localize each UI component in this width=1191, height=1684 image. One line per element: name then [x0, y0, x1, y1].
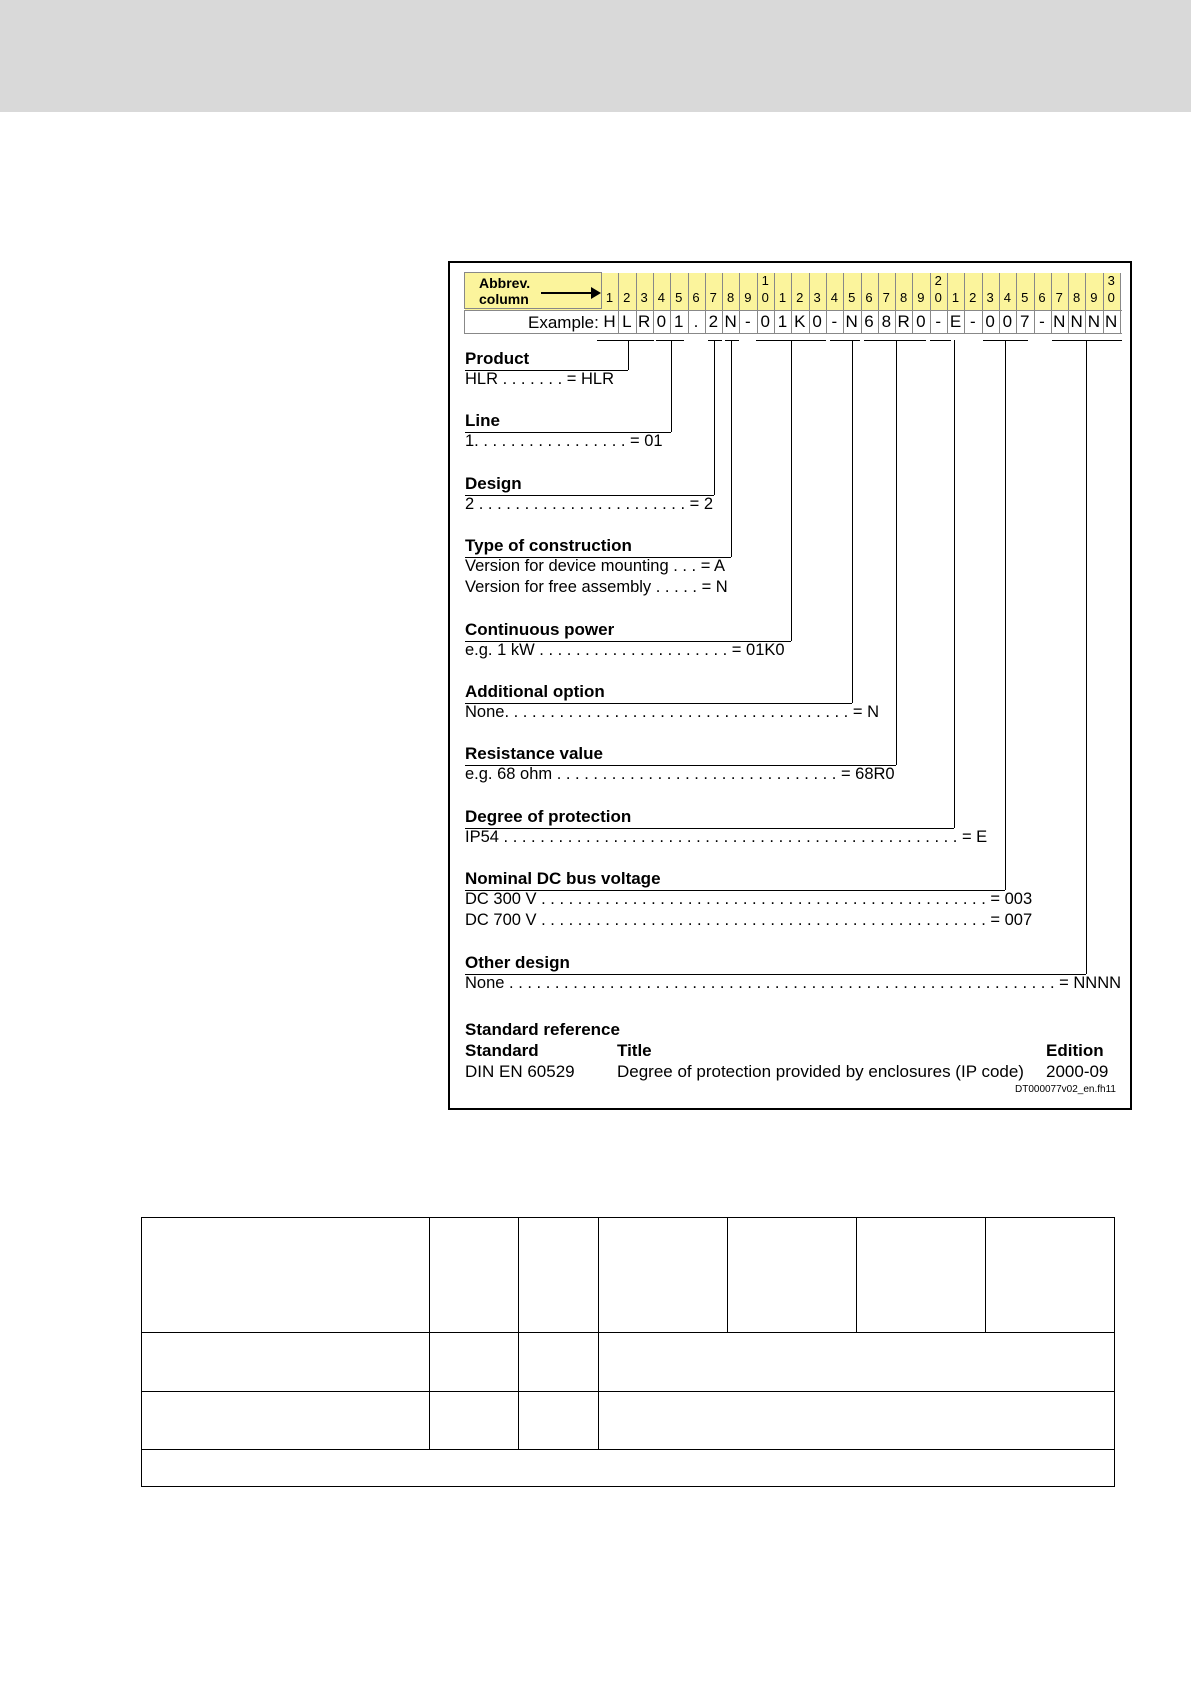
column-number: 2 — [796, 290, 804, 305]
column-number: 0 — [934, 290, 942, 305]
column-number: 9 — [1090, 290, 1098, 305]
example-char: N — [1105, 312, 1118, 331]
edition-value: 2000-09 — [1046, 1062, 1109, 1081]
section-title: Other design — [465, 953, 570, 972]
column-number: 4 — [830, 290, 838, 305]
empty-data-table — [141, 1217, 1115, 1487]
example-char: 2 — [708, 312, 719, 331]
section-title: Type of construction — [465, 536, 632, 555]
table-column-divider — [429, 1218, 430, 1449]
example-char: - — [969, 312, 976, 331]
column-number: 1 — [778, 290, 787, 305]
section-title: Product — [465, 349, 530, 368]
example-char: - — [935, 312, 942, 331]
column-number: 0 — [1107, 290, 1115, 305]
example-char: 8 — [881, 312, 892, 331]
column-number-tens: 1 — [761, 273, 769, 288]
column-number: 7 — [882, 290, 890, 305]
column-number: 7 — [1055, 290, 1063, 305]
section-title: Continuous power — [465, 620, 615, 639]
section-value-line: Version for free assembly . . . . . = N — [465, 578, 728, 596]
table-column-divider — [856, 1218, 857, 1332]
standard-reference-heading: Standard reference — [465, 1020, 620, 1039]
code-group-underline — [656, 340, 684, 341]
example-char: N — [724, 312, 737, 331]
column-number: 3 — [813, 290, 821, 305]
column-number: 2 — [969, 290, 977, 305]
code-group-underline — [756, 340, 826, 341]
section-value-line: HLR . . . . . . . = HLR — [465, 370, 614, 388]
column-number-tens: 3 — [1107, 273, 1115, 288]
column-number: 8 — [726, 290, 735, 305]
table-divider — [142, 1449, 1114, 1450]
example-char: 0 — [916, 312, 926, 331]
example-char: 0 — [760, 312, 770, 331]
connector-vertical — [896, 340, 897, 765]
section-title: Design — [465, 474, 522, 493]
example-char: 6 — [864, 312, 874, 331]
section-title: Additional option — [465, 682, 605, 701]
type-code-figure — [448, 261, 1132, 1110]
code-group-underline — [983, 340, 1028, 341]
connector-vertical — [628, 340, 629, 370]
column-number-tens: 2 — [934, 273, 942, 288]
edition-column-header: Edition — [1046, 1041, 1104, 1060]
example-char: L — [622, 312, 632, 331]
section-value-line: e.g. 1 kW . . . . . . . . . . . . . . . . . . . . . = 01K0 — [465, 641, 785, 659]
column-number: 5 — [848, 290, 856, 305]
table-divider — [142, 1391, 1114, 1392]
example-char: 0 — [1002, 312, 1013, 331]
example-char: K — [794, 312, 806, 331]
title-value: Degree of protection provided by enclosures (IP code) — [617, 1062, 1024, 1081]
abbrev-column-cell — [464, 272, 602, 309]
column-number: 0 — [761, 290, 769, 305]
column-number: 4 — [1003, 290, 1011, 305]
section-value-line: Version for device mounting . . . = A — [465, 557, 726, 575]
section-title: Nominal DC bus voltage — [465, 869, 661, 888]
section-value-line: DC 300 V . . . . . . . . . . . . . . . . . . . . . . . . . . . . . . . . . . . . . . . . . . . . . . . . . = 003 — [465, 890, 1033, 908]
column-number: 2 — [623, 290, 631, 305]
section-value-line: e.g. 68 ohm . . . . . . . . . . . . . . . . . . . . . . . . . . . . . . . = 68R0 — [465, 765, 895, 783]
connector-vertical — [954, 340, 955, 828]
connector-vertical — [852, 340, 853, 703]
column-number: 1 — [951, 290, 960, 305]
code-group-underline — [708, 340, 722, 341]
section-value-line: None. . . . . . . . . . . . . . . . . . . . . . . . . . . . . . . . . . . . . . = N — [465, 703, 879, 721]
section-value-line: DC 700 V . . . . . . . . . . . . . . . . . . . . . . . . . . . . . . . . . . . . . . . . . . . . . . . . . = 007 — [465, 911, 1033, 929]
column-number: 6 — [1038, 290, 1046, 305]
column-number: 6 — [692, 290, 700, 305]
column-number: 8 — [899, 290, 908, 305]
code-group-underline — [725, 340, 739, 341]
abbrev-label-line2: column — [479, 291, 529, 307]
column-number: 9 — [917, 290, 925, 305]
section-value-line: None . . . . . . . . . . . . . . . . . . . . . . . . . . . . . . . . . . . . . . . . . . . . . . . . . . . . . . . . . . . . = NNNN — [465, 974, 1122, 992]
example-char: R — [897, 312, 910, 331]
connector-vertical — [671, 340, 672, 432]
example-char: - — [831, 312, 838, 331]
example-char: N — [1087, 312, 1101, 331]
example-label: Example: — [528, 313, 599, 332]
code-group-underline — [597, 340, 654, 341]
title-column-header: Title — [617, 1041, 652, 1060]
section-title: Degree of protection — [465, 807, 632, 826]
code-group-underline — [864, 340, 926, 341]
connector-vertical — [791, 340, 792, 641]
example-char: R — [637, 312, 651, 331]
example-char: N — [845, 312, 858, 331]
table-column-divider — [985, 1218, 986, 1332]
code-group-underline — [830, 340, 860, 341]
column-number: 9 — [744, 290, 752, 305]
example-char: 0 — [656, 312, 667, 331]
example-char: 1 — [777, 312, 788, 331]
column-number: 1 — [605, 290, 614, 305]
column-number: 5 — [675, 290, 683, 305]
section-value-line: 2 . . . . . . . . . . . . . . . . . . . . . . . = 2 — [465, 495, 714, 513]
table-column-divider — [518, 1218, 519, 1449]
column-number: 3 — [986, 290, 994, 305]
connector-vertical — [1086, 340, 1087, 974]
arrow-right-icon — [541, 292, 593, 294]
example-char: - — [745, 312, 751, 331]
column-number: 4 — [657, 290, 665, 305]
table-column-divider — [727, 1218, 728, 1332]
section-title: Line — [465, 411, 500, 430]
column-number: 8 — [1072, 290, 1081, 305]
example-char: 1 — [673, 312, 684, 331]
abbrev-label-line1: Abbrev. — [479, 275, 531, 291]
section-value-line: 1. . . . . . . . . . . . . . . . . = 01 — [465, 432, 663, 450]
example-char: 0 — [985, 312, 995, 331]
code-group-underline — [930, 340, 951, 341]
column-divider — [1120, 273, 1121, 333]
example-char: 0 — [812, 312, 822, 331]
standard-column-header: Standard — [465, 1041, 539, 1060]
column-number: 3 — [640, 290, 648, 305]
example-char: 7 — [1019, 312, 1030, 331]
section-title: Resistance value — [465, 744, 603, 763]
column-number: 6 — [865, 290, 873, 305]
connector-vertical — [1005, 340, 1006, 890]
standard-value: DIN EN 60529 — [465, 1062, 575, 1081]
example-char: - — [1039, 312, 1045, 331]
section-value-line: IP54 . . . . . . . . . . . . . . . . . . . . . . . . . . . . . . . . . . . . . . . . . . . . . . . . . . = E — [465, 828, 988, 846]
connector-vertical — [731, 340, 732, 557]
example-char: . — [693, 312, 699, 331]
example-char: E — [949, 312, 962, 331]
arrow-head-icon — [591, 287, 601, 299]
column-number: 7 — [709, 290, 717, 305]
figure-reference: DT000077v02_en.fh11 — [1014, 1084, 1116, 1095]
connector-vertical — [714, 340, 715, 495]
code-group-underline — [1052, 340, 1122, 341]
table-divider — [142, 1332, 1114, 1333]
example-char: N — [1070, 312, 1083, 331]
page-header-band — [0, 0, 1191, 112]
example-char: N — [1053, 312, 1066, 331]
table-column-divider — [598, 1218, 599, 1449]
column-number: 5 — [1021, 290, 1029, 305]
example-char: H — [603, 312, 616, 331]
